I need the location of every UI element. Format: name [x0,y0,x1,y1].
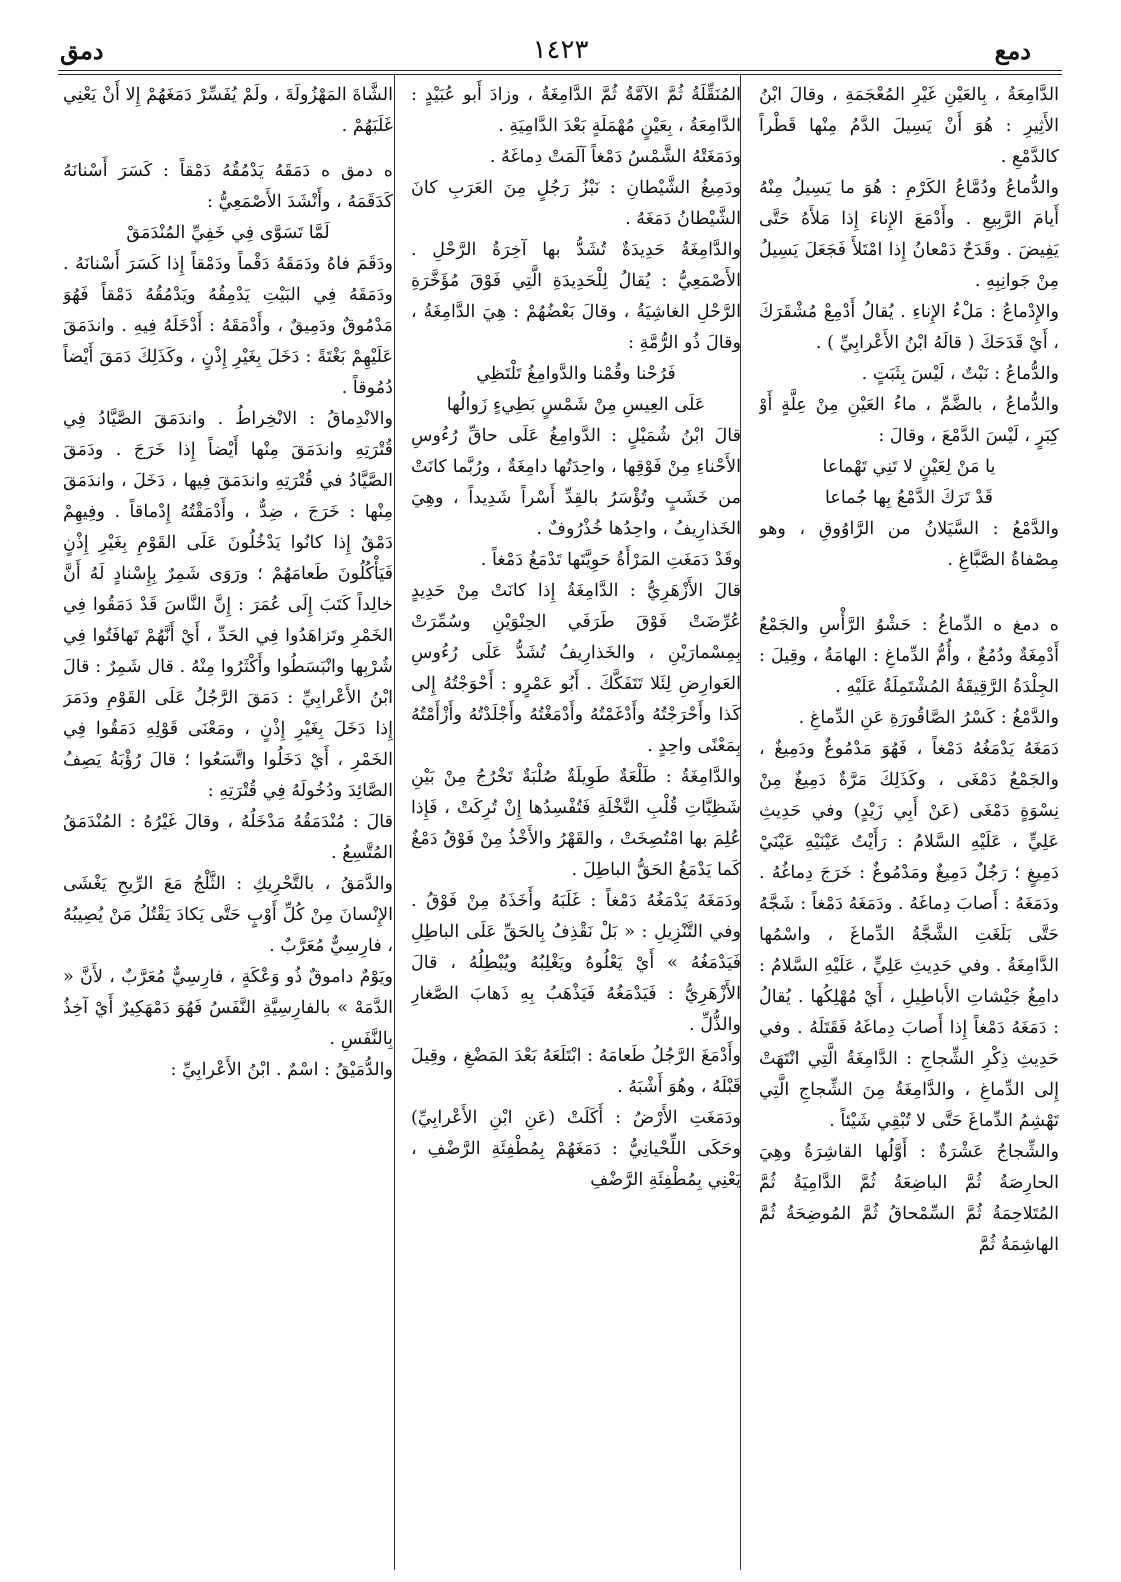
paragraph: ودَمِيغُ الشَّيْطانِ : نَبْزُ رَجُلٍ مِنَ العَرَبِ كانَ الشَّيْطانُ دَمَغَهُ . [411,178,741,229]
verse-line: عَلَى العِيسِ مِنْ شَمْسٍ بَطِيءٍ زَوالُها [446,395,706,415]
paragraph: والدُّمَيْقُ : اسْمٌ . ابْنُ الأَعْرابِيِّ : [170,1060,393,1080]
verse-line: فَرُحْنا وقُمْنا والدَّوامِغُ تَلْتَظِي [476,364,676,384]
paragraph: الدَّامِعَةُ ، بِالعَيْنِ غَيْرِ المُعْجَمَةِ ، وقالَ ابْنُ الأَثِيرِ : هُوَ أَنْ يَسِيلَ الدَّمُ مِنْها قَطْراً كالدَّمْعِ . [759,85,1059,167]
paragraph: ودَمَغَهُ يَدْمَغُهُ دَمْغاً : غَلَبَهُ وأَخَذَهُ مِنْ فَوْقُ . وفي التَّنْزِيلِ : « بَلْ نَقْذِفُ بِالحَقِّ عَلَى الباطِلِ فَيَدْمَغُهُ » أَيْ يَعْلُوهُ ويَغْلِبُهُ ويُبْطِلُهُ ، قالَ الأَزْهَرِيُّ : فَيَدْمَغُهُ فَيَذْهَبُ بِهِ ذَهابَ الصَّغارِ والذُّلِّ . [411,891,741,1035]
paragraph: ودَمَغَتْهُ الشَّمْسُ دَمْغاً آلَمَتْ دِماغَهُ . [489,147,741,167]
header-root-right: دمع [994,35,1031,65]
paragraph: والإِدْماعُ : مَلْءُ الإِناءِ . يُقالُ أَدْمِعْ مُشْقَرَكَ ، أَيْ قَدَحَكَ ( قالَهُ ابْنُ الأَعْرابِيِّ ) . [759,302,1059,353]
paragraph: قالَ : مُنْدَمَقُهُ مَدْخَلُهُ ، وقالَ غَيْرُهُ : المُنْدَمَقُ المُتَّسِعُ . [63,812,393,863]
column-divider [394,74,395,1570]
paragraph: والانْدِماقُ : الانْخِراطُ . واندَمَقَ الصَّيَّادُ فِي قُتْرَتِهِ واندَمَقَ مِنْها أَيْضاً إِذا خَرَجَ . ودَمَقَ الصَّيَّادُ في قُتْرَتِهِ واندَمَقَ فِيها ، دَخَلَ ، واندَمَقَ مِنْها : خَرَجَ ، ضِدٌّ ، وأَدْمَقْتُهُ إِدْماقاً . وفِيهِمْ دَمْقٌ إِذا كانُوا يَدْخُلُونَ عَلَى القَوْمِ بِغَيْرِ إِذْنٍ فَيَأْكُلُونَ طَعامَهُمْ ؛ ورَوَى شَمِرٌ بِإِسْنادٍ لَهُ أَنَّ خالِداً كَتَبَ إِلَى عُمَرَ : إِنَّ النَّاسَ قَدْ دَمَقُوا فِي الخَمْرِ وتَزاهَدُوا فِي الحَدِّ ، أَيْ أَنَّهُمْ تَهافَتُوا فِي شُرْبِها وانْبَسَطُوا وأَكْثَرُوا مِنْهُ . قال شَمِرٌ : قالَ ابْنُ الأَعْرابِيِّ : دَمَقَ الرَّجُلُ عَلَى القَوْمِ ودَمَرَ إِذا دَخَلَ بِغَيْرِ إِذْنٍ ، ومَعْنَى قَوْلِهِ دَمَقُوا فِي الخَمْرِ ، أَيْ دَخَلُوا واتَّسَعُوا ؛ قالَ رُؤْبَةُ يَصِفُ الصَّائِدَ ودُخُولَهُ فِي قُتْرَتِهِ : [63,409,393,801]
paragraph: والدُّماعُ ودُمَّاعُ الكَرْمِ : هُوَ ما يَسِيلُ مِنْهُ أَيامَ الرَّبِيعِ . وأَدْمَعَ الإِناءَ إِذا مَلأَهُ حَتَّى يَفِيضَ . وقَدَحٌ دَمْعانُ إِذا امْتَلأَ فَجَعَلَ يَسِيلُ مِنْ جَوانِبِهِ . [759,178,1059,291]
header-rule-2 [58,74,1062,75]
column-right [759,80,1059,1570]
page-number: ١٤٢٣ [532,35,589,65]
paragraph: قالَ ابْنُ شُمَيْلٍ : الدَّوامِغُ عَلَى حاقِّ رُءُوسِ الأَحْناءِ مِنْ فَوْقِها ، واحِدَتُها دامِغَةٌ ، ورُبَّما كانَتْ من خَشَبٍ وتُؤْسَرُ بالقِدِّ أَسْراً شَدِيداً ، وهِيَ الخَذارِيفُ ، واحِدُها خُذْرُوفٌ . [411,426,741,539]
verse-line: يا مَنْ لِعَيْنٍ لا تَنِي تَهْماعا [822,457,996,477]
paragraph: الشَّاةَ المَهْزُولَةَ ، ولَمْ يُفَسِّرْ دَمَغَهُمْ إِلا أَنْ يَعْنِي غَلَبَهُمْ . [63,85,393,136]
column-left [63,80,393,1570]
verse-line: لَمَّا تَسَوَّى فِي خَفِيِّ المُنْدَمَقْ [126,223,330,243]
paragraph: وأَدْمَغَ الرَّجُلُ طَعامَهُ : ابْتَلَعَهُ بَعْدَ المَضْغِ ، وقِيلَ قَبْلَهُ ، وهُوَ أَشْبَهُ . [411,1046,741,1097]
verse-line: قَدْ تَرَكَ الدَّمْعُ بِها جُماعا [824,488,994,508]
paragraph: والدُّماعُ : نَبْتٌ ، لَيْسَ بِثَبَتٍ . [861,364,1059,384]
header-rule [58,70,1062,71]
paragraph: ودَقَمَ فاهُ ودَمَقَهُ دَقْماً ودَمْقاً إِذا كَسَرَ أَسْنانَهُ . ودَمَقَهُ فِي البَيْتِ يَدْمِقُهُ ويَدْمُقُهُ دَمْقاً فَهُوَ مَدْمُوقٌ ودَمِيقٌ ، وأَدْمَقَهُ : أَدْخَلَهُ فِيهِ . واندَمَقَ عَلَيْهِمْ بَغْتَةً : دَخَلَ بِغَيْرِ إِذْنٍ ، وكَذَلِكَ دَمَقَ أَيْضاً دُمُوقاً . [63,254,393,398]
paragraph: المُنَقِّلَةُ ثُمَّ الآمَّةُ ثُمَّ الدَّامِغَةُ ، وزادَ أَبو عُبَيْدٍ : الدَّامِعَةُ ، بِعَيْنٍ مُهْمَلَةٍ بَعْدَ الدَّامِيَةِ . [411,85,741,136]
entry-dmq: ه دمق ه دَمَقَهُ يَدْمُقُهُ دَمْقاً : كَسَرَ أَسْنانَهُ كَدَقَمَهُ ، وأَنْشَدَ الأَصْمَعِيُّ : [63,161,393,212]
paragraph: والدَّامِغَةُ : طَلْعَةٌ طَوِيلَةٌ صُلْبَةٌ تَخْرُجُ مِنْ بَيْنِ شَظِيَّاتِ قُلْبِ النَّخْلَةِ فَتُفْسِدُها إِنْ تُرِكَتْ ، فَإِذا عُلِمَ بها امْتُصِخَتْ ، والقَهْرُ والأَخْذُ مِنْ فَوْقُ دَمْغٌ كَما يَدْمَغُ الحَقُّ الباطِلَ . [411,767,741,880]
paragraph: دَمَغَهُ يَدْمَغُهُ دَمْغاً ، فَهُوَ مَدْمُوغٌ ودَمِيغٌ ، والجَمْعُ دَمْغَى ، وكَذَلِكَ مَرَّةٌ دَمِيغٌ مِنْ نِسْوَةٍ دَمْغَى (عَنْ أَبِي زَيْدٍ) وفي حَدِيثِ عَلِيٍّ ، عَلَيْهِ السَّلامُ : رَأَيْتُ عَيْنَيْهِ عَيْنَيْ دَمِيغٍ ؛ رَجُلٌ دَمِيغٌ ومَدْمُوغٌ : خَرَجَ دِماغُهُ . ودَمَغَهُ : أَصابَ دِماغَهُ . ودَمَغَهُ دَمْغاً : شَجَّهُ حَتَّى بَلَغَتِ الشَّجَّةُ الدِّماغَ ، واسْمُها الدَّامِغَةُ . وفي حَدِيثِ عَلِيٍّ ، عَلَيْهِ السَّلامُ : دامِغُ جَيْشاتِ الأَباطِيلِ ، أَيْ مُهْلِكُها . يُقالُ : دَمَغَهُ دَمْغاً إِذا أَصابَ دِماغَهُ فَقَتَلَهُ . وفي حَدِيثِ ذِكْرِ الشِّجاجِ : الدَّامِغَةُ الَّتِي انْتَهَتْ إِلى الدِّماغِ ، والدَّامِغَةُ مِنَ الشِّجاجِ الَّتِي تَهْشِمُ الدِّماغَ حَتَّى لا تُبْقِي شَيْئاً . [759,739,1059,1131]
paragraph: والدَّمْعُ : السَّيَلانُ من الرَّاوُوقِ ، وهو مِصْفاةُ الصَّبَّاغِ . [759,519,1059,570]
paragraph: والدَّامِغَةُ حَدِيدَةٌ تُشَدُّ بها آخِرَةُ الرَّحْلِ . الأَصْمَعِيُّ : يُقالُ لِلْحَدِيدَةِ الَّتِي فَوْقَ مُؤَخَّرَةِ الرَّحْلِ الغاشِيَةُ ، وقالَ بَعْضُهُمْ : هِيَ الدَّامِغَةُ ، وقالَ ذُو الرُّمَّةِ : [411,240,741,353]
paragraph: والدُّماعُ ، بالضَّمِّ ، ماءُ العَيْنِ مِنْ عِلَّةٍ أَوْ كِبَرٍ ، لَيْسَ الدَّمْعَ ، وقالَ : [759,395,1059,446]
paragraph: والشِّجاجُ عَشْرَةٌ : أَوَّلُها القاشِرَةُ وهِيَ الحارِصَةُ ثُمَّ الباضِعَةُ ثُمَّ الدَّامِيَةُ ثُمَّ المُتَلاحِمَةُ ثُمَّ السِّمْحاقُ ثُمَّ المُوضِحَةُ ثُمَّ الهاشِمَةُ ثُمَّ [759,1142,1059,1255]
paragraph: وقَدْ دَمَغَتِ المَرْأَةُ حَوِيَّتَها تَدْمَغُ دَمْغاً . [480,550,741,570]
paragraph: ويَوْمٌ داموقٌ ذُو وَعْكَةٍ ، فارِسِيٌّ مُعَرَّبٌ ، لأَنَّ « الدَّمَهْ » بالفارِسِيَّةِ النَّفَسُ فَهُوَ دَمْهَكِيرٌ أَيْ آخِذُ بِالنَّفَسِ . [63,967,393,1049]
paragraph: قالَ الأَزْهَرِيُّ : الدَّامِغَةُ إِذا كانَتْ مِنْ حَدِيدٍ عُرِّضَتْ فَوْقَ طَرَفَي الحِنْوَيْنِ وسُمِّرَتْ بِمِسْمارَيْنِ ، والخَذارِيفُ تُشَدُّ عَلَى رُءُوسِ العَوارِضِ لِئَلا تَتَفَكَّكَ . أَبُو عَمْرٍو : أَحْوَجْتُهُ إِلى كَذا وأَحْرَجْتُهُ وأَدْغَمْتُهُ وأَدْمَغْتُهُ وأَجْلَدْتُهُ وأَزْأَمْتُهُ بِمَعْنًى واحِدٍ . [411,581,741,756]
paragraph: ودَمَغَتِ الأَرْضُ : أَكَلَتْ (عَنِ ابْنِ الأَعْرابِيِّ) وحَكَى اللِّحْيانِيُّ : دَمَغَهُمْ بِمُطْفِئَةِ الرَّضْفِ ، يَعْنِي بِمُطْفِئَةِ الرَّضْفِ [411,1108,741,1190]
header-root-left: دمق [60,35,104,65]
entry-dmgh: ه دمغ ه الدِّماغُ : حَشْوُ الرَّأْسِ والجَمْعُ أَدْمِغَةٌ ودُمُغٌ ، وأُمُّ الدِّماغِ : الهامَةُ ، وقِيلَ : الجِلْدَةُ الرَّقِيقَةُ المُشْتَمِلَةُ عَلَيْهِ . [759,615,1059,697]
column-middle [411,80,741,1570]
paragraph: والدَّمْغُ : كَسْرُ الصَّاقُورَةِ عَنِ الدِّماغِ . [798,708,1059,728]
paragraph: والدَّمَقُ ، بالتَّحْرِيكِ : الثَّلْجُ مَعَ الرِّيحِ يَغْشَى الإِنْسانَ مِنْ كُلِّ أَوْبٍ حَتَّى يَكادَ يَقْتُلُ مَنْ يُصِيبُهُ ، فارِسِيٌّ مُعَرَّبٌ . [63,874,393,956]
